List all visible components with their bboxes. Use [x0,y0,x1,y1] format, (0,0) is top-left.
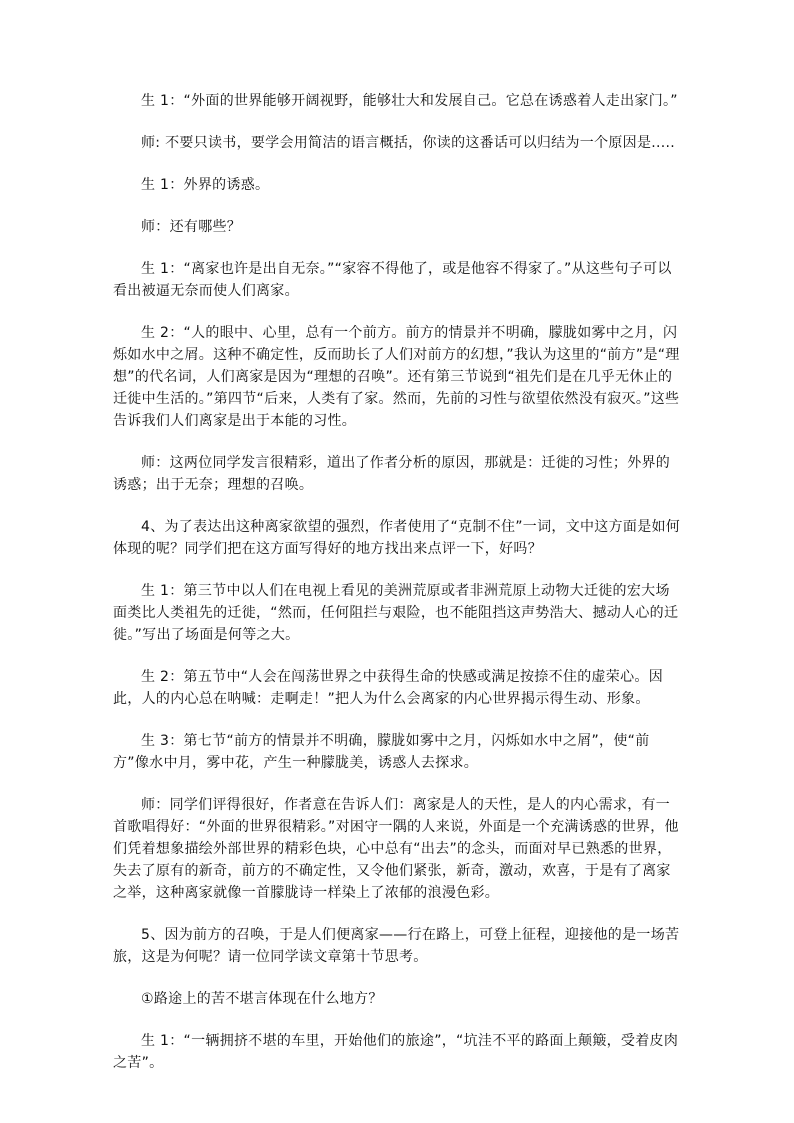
paragraph-student1-journey: 生 1：“一辆拥挤不堪的车里，开始他们的旅途”，“坑洼不平的路面上颠簸，受着皮肉之苦”。 [113,1033,679,1071]
paragraph-teacher-summarize: 师: 不要只读书，要学会用简洁的语言概括，你读的这番话可以归结为一个原因是..... [141,135,676,151]
paragraph-student2-section5: 生 2：第五节中“人会在闯荡世界之中获得生命的快感或满足按捺不住的虚荣心。因此，人的内心总在呐喊：走啊走！”把人为什么会离家的内心世界揭示得生动、形象。 [113,669,664,707]
paragraph-subquestion-1: ①路途上的苦不堪言体现在什么地方？ [141,991,383,1007]
paragraph-teacher-comment: 师：同学们评得很好，作者意在告诉人们：离家是人的天性，是人的内心需求，有一首歌唱得好：“外面的世界很精彩。”对困守一隅的人来说，外面是一个充满诱惑的世界，他们凭着想象描绘外部世界的精彩色块，心中总有“出去”的念头，而面对早已熟悉的世界，失去了原有的新奇，前方的不确定性，又令他们紧张，新奇，激动，欢喜，于是有了离家之举，这种离家就像一首朦胧诗一样染上了浓郁的浪漫色彩。 [113,797,679,901]
paragraph-teacher-others: 师：还有哪些？ [141,219,242,235]
paragraph-student2-ahead: 生 2：“人的眼中、心里，总有一个前方。前方的情景并不明确，朦胧如雾中之月，闪烁如水中之屑。这种不确定性，反而助长了人们对前方的幻想，”我认为这里的“前方”是“理想”的代名词，人们离家是因为“理想的召唤”。还有第三节说到“祖先们是在几乎无休止的迁徙中生活的。”第四节“后来，人类有了家。然而，先前的习性与欲望依然没有寂灭。”这些告诉我们人们离家是出于本能的习性。 [113,325,680,429]
paragraph-teacher-reasons: 师：这两位同学发言很精彩，道出了作者分析的原因，那就是：迁徙的习性；外界的诱惑；出于无奈；理想的召唤。 [113,455,671,493]
paragraph-student1-world: 生 1：“外面的世界能够开阔视野，能够壮大和发展自己。它总在诱惑着人走出家门。” [141,93,678,109]
paragraph-student1-migration: 生 1：第三节中以人们在电视上看见的美洲荒原或者非洲荒原上动物大迁徙的宏大场面类比人类祖先的迁徙，“然而，任何阻拦与艰险，也不能阻挡这声势浩大、撼动人心的迁徙。”写出了场面是何等之大。 [113,583,679,643]
paragraph-question-4: 4、为了表达出这种离家欲望的强烈，作者使用了“克制不住”一词，文中这方面是如何体现的呢？同学们把在这方面写得好的地方找出来点评一下，好吗？ [113,519,681,557]
document-page [113,90,683,1094]
paragraph-student1-temptation: 生 1：外界的诱惑。 [141,177,270,193]
paragraph-student3-section7: 生 3：第七节“前方的情景并不明确，朦胧如雾中之月，闪烁如水中之屑”，使“前方”像水中月，雾中花，产生一种朦胧美，诱惑人去探求。 [113,733,650,771]
paragraph-question-5: 5、因为前方的召唤，于是人们便离家——行在路上，可登上征程，迎接他的是一场苦旅，这是为何呢？请一位同学读文章第十节思考。 [113,927,680,965]
paragraph-student1-helpless: 生 1：“离家也许是出自无奈。”“家容不得他了，或是他容不得家了。”从这些句子可以看出被逼无奈而使人们离家。 [113,261,672,299]
